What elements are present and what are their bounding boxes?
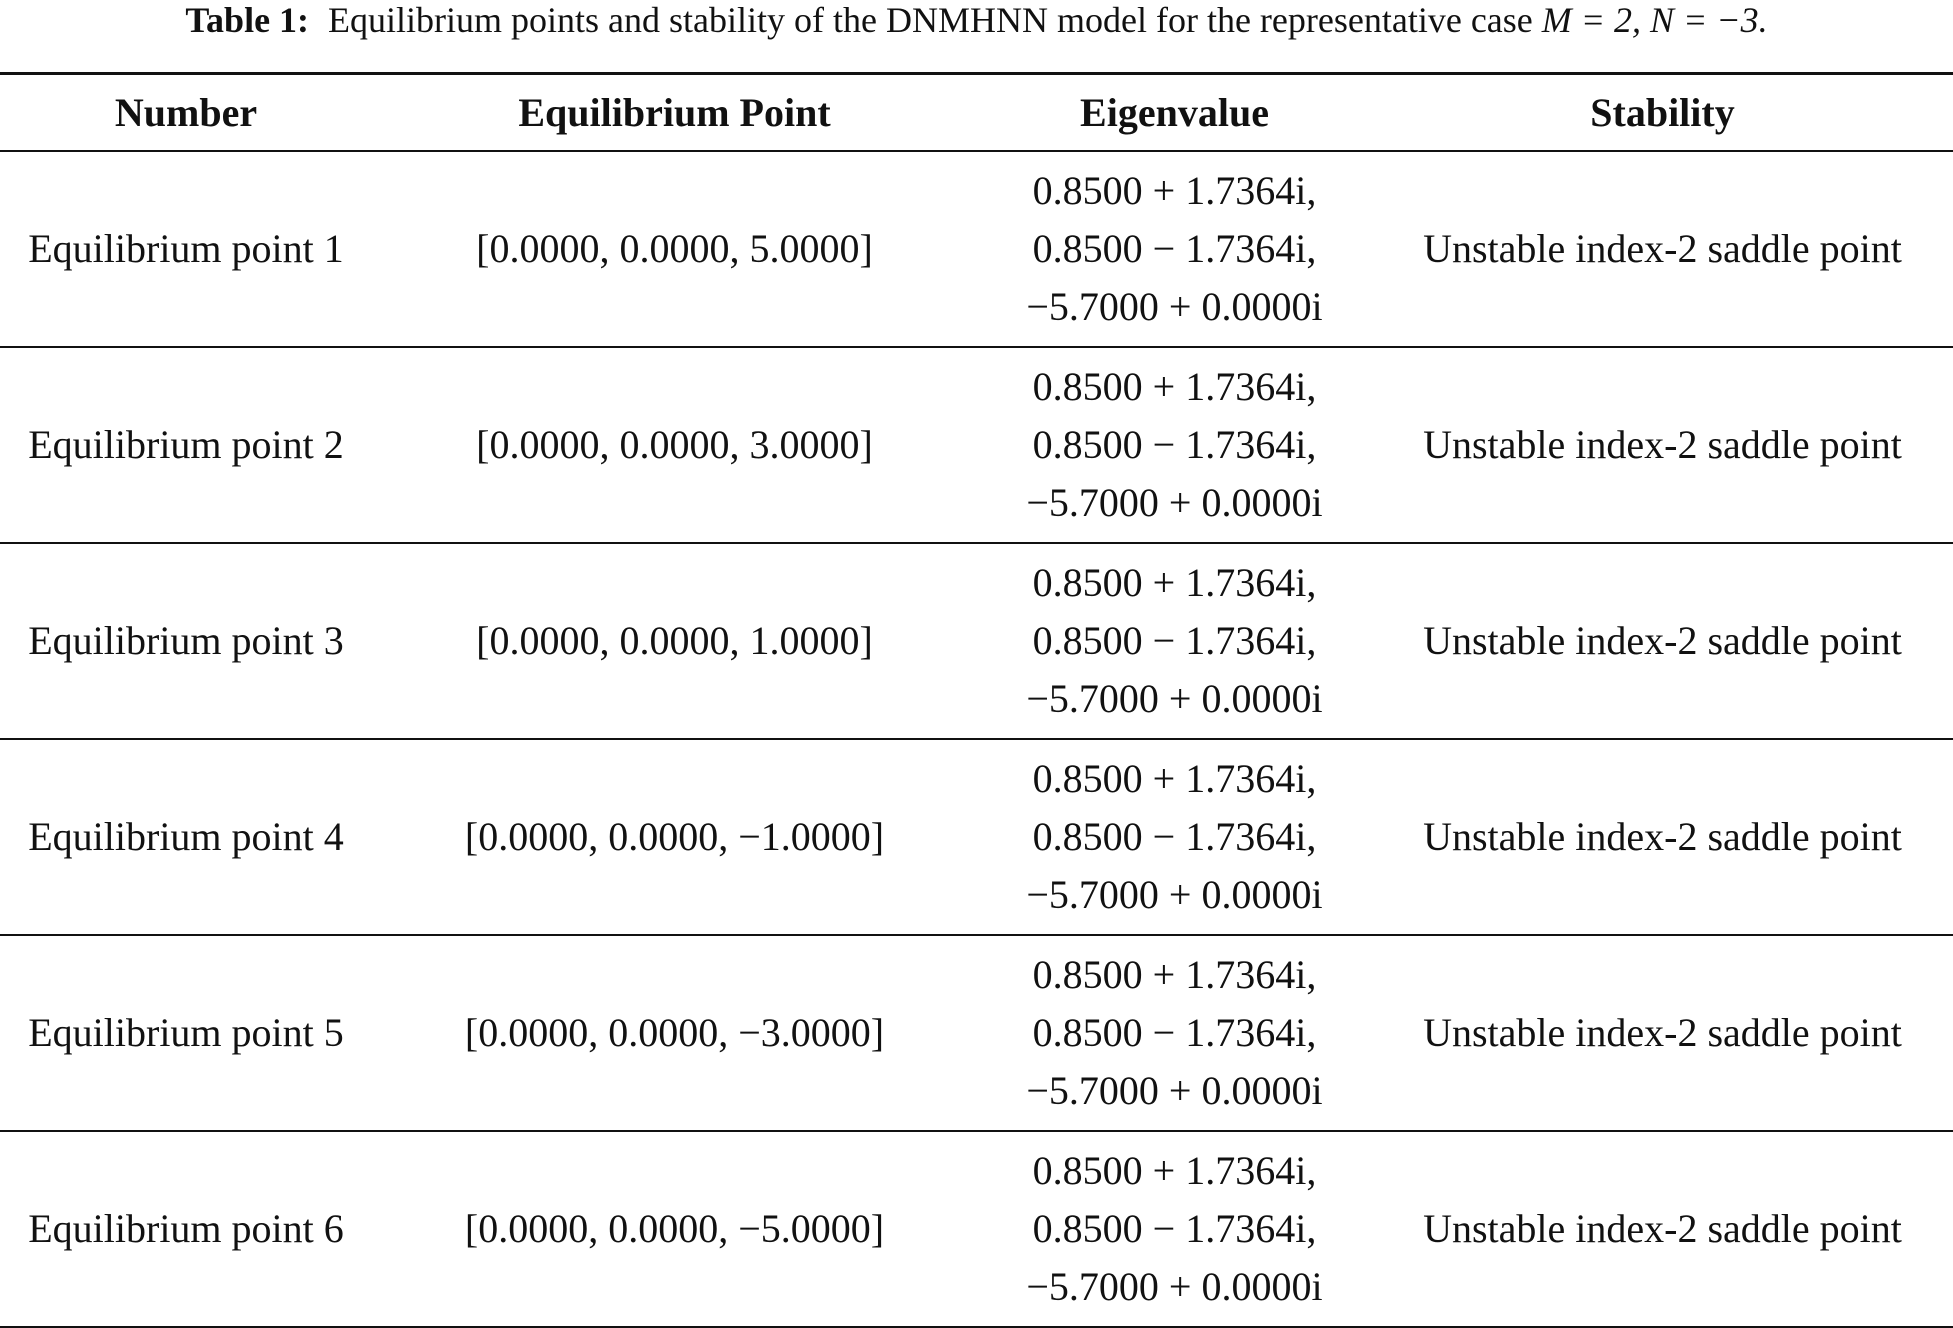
header-eigenvalue: Eigenvalue — [1080, 89, 1269, 135]
cell-eigenvalue — [977, 1131, 1372, 1327]
table-row — [0, 739, 1953, 935]
eigenvalue-line: 0.8500 + 1.7364i, — [1032, 755, 1317, 801]
eigenvalue-line: 0.8500 + 1.7364i, — [1032, 559, 1317, 605]
cell-equilibrium-point: [0.0000, 0.0000, 3.0000] — [476, 421, 873, 467]
eigenvalue-line: 0.8500 − 1.7364i, — [1032, 813, 1317, 859]
eigenvalue-line: −5.7000 + 0.0000i — [1026, 871, 1323, 917]
cell-equilibrium-point: [0.0000, 0.0000, −1.0000] — [464, 813, 885, 859]
table-row — [0, 543, 1953, 739]
eigenvalue-line: 0.8500 − 1.7364i, — [1032, 225, 1317, 271]
cell-number: Equilibrium point 6 — [28, 1205, 344, 1251]
eigenvalue-line: 0.8500 + 1.7364i, — [1032, 167, 1317, 213]
cell-equilibrium-point: [0.0000, 0.0000, 5.0000] — [476, 225, 873, 271]
cell-eigenvalue — [977, 739, 1372, 935]
eigenvalue-line: 0.8500 − 1.7364i, — [1032, 1205, 1317, 1251]
eigenvalue-line: 0.8500 + 1.7364i, — [1032, 363, 1317, 409]
equilibrium-table — [0, 72, 1953, 1328]
cell-equilibrium-point: [0.0000, 0.0000, −5.0000] — [464, 1205, 885, 1251]
caption-text: Equilibrium points and stability of the DNMHNN model for the representative case — [328, 0, 1533, 40]
table-row — [0, 151, 1953, 347]
header-number: Number — [114, 89, 258, 135]
eigenvalue-line: 0.8500 − 1.7364i, — [1032, 1009, 1317, 1055]
table-row — [0, 935, 1953, 1131]
cell-number: Equilibrium point 2 — [28, 421, 344, 467]
eigenvalue-line: −5.7000 + 0.0000i — [1026, 1263, 1323, 1309]
cell-number: Equilibrium point 5 — [28, 1009, 344, 1055]
cell-number: Equilibrium point 1 — [28, 225, 344, 271]
cell-eigenvalue — [977, 151, 1372, 347]
eigenvalue-line: −5.7000 + 0.0000i — [1026, 675, 1323, 721]
cell-eigenvalue — [977, 347, 1372, 543]
eigenvalue-line: −5.7000 + 0.0000i — [1026, 283, 1323, 329]
cell-eigenvalue — [977, 935, 1372, 1131]
cell-stability: Unstable index-2 saddle point — [1423, 225, 1902, 271]
cell-equilibrium-point: [0.0000, 0.0000, 1.0000] — [476, 617, 873, 663]
cell-stability: Unstable index-2 saddle point — [1423, 421, 1902, 467]
eigenvalue-line: 0.8500 + 1.7364i, — [1032, 1147, 1317, 1193]
cell-number: Equilibrium point 3 — [28, 617, 344, 663]
cell-number: Equilibrium point 4 — [28, 813, 344, 859]
eigenvalue-line: 0.8500 − 1.7364i, — [1032, 617, 1317, 663]
cell-stability: Unstable index-2 saddle point — [1423, 813, 1902, 859]
caption-label: Table 1: — [185, 0, 310, 40]
eigenvalue-line: −5.7000 + 0.0000i — [1026, 1067, 1323, 1113]
cell-stability: Unstable index-2 saddle point — [1423, 1205, 1902, 1251]
cell-stability: Unstable index-2 saddle point — [1423, 1009, 1902, 1055]
header-equilibrium-point: Equilibrium Point — [518, 89, 831, 135]
table-row — [0, 347, 1953, 543]
header-stability: Stability — [1590, 89, 1735, 135]
cell-stability: Unstable index-2 saddle point — [1423, 617, 1902, 663]
eigenvalue-line: 0.8500 + 1.7364i, — [1032, 951, 1317, 997]
cell-equilibrium-point: [0.0000, 0.0000, −3.0000] — [464, 1009, 885, 1055]
caption-math: M = 2, N = −3. — [1541, 0, 1768, 40]
table-caption — [0, 0, 1953, 40]
table-header-row — [0, 74, 1953, 151]
table-row — [0, 1131, 1953, 1327]
eigenvalue-line: −5.7000 + 0.0000i — [1026, 479, 1323, 525]
eigenvalue-line: 0.8500 − 1.7364i, — [1032, 421, 1317, 467]
cell-eigenvalue — [977, 543, 1372, 739]
